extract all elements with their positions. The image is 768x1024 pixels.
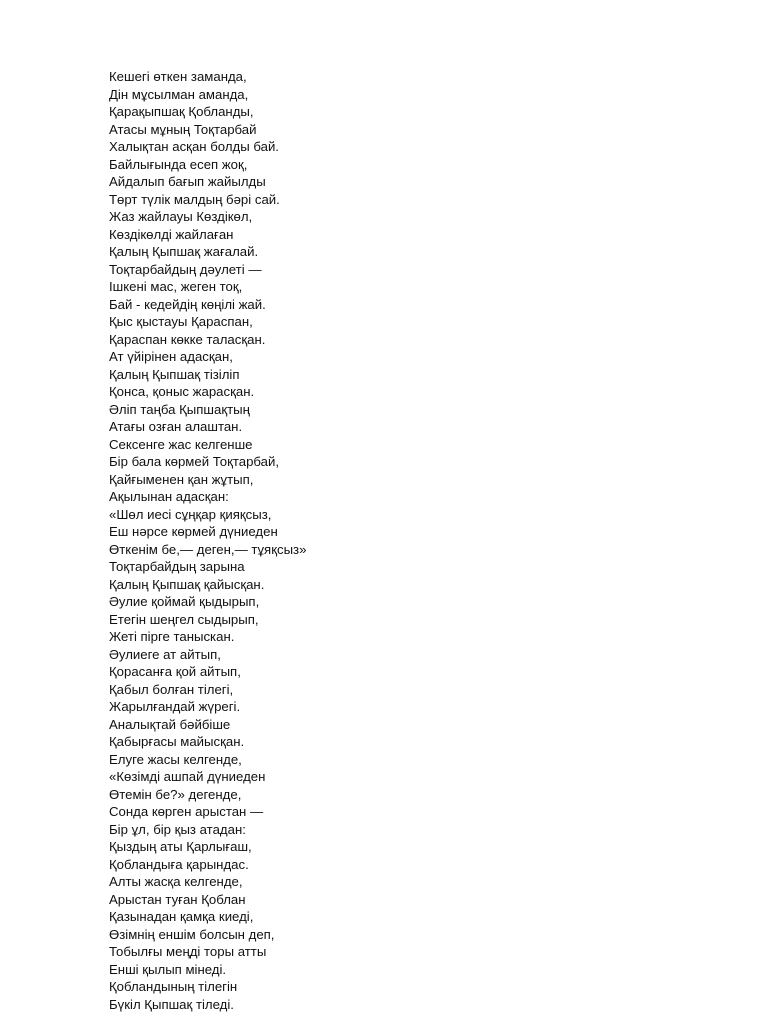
poem-line: Жеті пірге таныскан.: [109, 629, 235, 644]
poem-line: Қарақыпшақ Қобланды,: [109, 104, 254, 119]
poem-line: Ақылынан адасқан:: [109, 489, 229, 504]
poem-line: Аналықтай бәйбіше: [109, 716, 231, 732]
poem-line: Қалың Қыпшақ тізіліп: [109, 366, 240, 382]
poem-line: Қорасанға қой айтып,: [109, 664, 241, 679]
poem-line: Айдалып бағып жайылды: [109, 174, 266, 189]
poem-line: «Шөл иесі сұңқар қияқсыз,: [109, 506, 272, 522]
poem-line: Жарылғандай жүрегі.: [109, 699, 241, 714]
poem-line: Елуге жасы келгенде,: [109, 751, 242, 767]
poem-line: Атасы мұның Тоқтарбай: [109, 121, 257, 137]
poem-line: Әліп таңба Қыпшақтың: [109, 401, 250, 417]
poem-line: Алты жасқа келгенде,: [109, 874, 243, 889]
poem-line: Төрт түлік малдың бәрі сай.: [109, 191, 280, 207]
poem-line: Етегін шеңгел сыдырып,: [109, 611, 259, 627]
poem-line: Қараспан көкке таласқан.: [109, 331, 266, 347]
poem-line: Өткенім бе,— деген,— тұяқсыз»: [109, 541, 307, 557]
poem-line: Қабырғасы майысқан.: [109, 734, 245, 749]
poem-line: Қыс қыстауы Қараспан,: [109, 314, 253, 329]
poem-line: Байлығында есеп жоқ,: [109, 156, 248, 172]
poem-line: Қабыл болған тілегі,: [109, 681, 234, 697]
poem-line: Қалың Қыпшақ қайысқан.: [109, 576, 265, 592]
poem-line: Көздікөлді жайлаған: [109, 226, 234, 242]
poem-line: Арыстан туған Қоблан: [109, 891, 246, 907]
poem-line: Бүкіл Қыпшақ тіледі.: [109, 996, 234, 1012]
poem-line: «Көзімді ашпай дүниеден: [109, 769, 266, 784]
poem-line: Өтемін бе?» дегенде,: [109, 786, 242, 802]
poem-line: Тобылғы меңді торы атты: [109, 944, 267, 959]
poem-line: Бір бала көрмей Тоқтарбай,: [109, 454, 280, 469]
poem-line: Әулиеге ат айтып,: [109, 646, 221, 662]
poem-line: Халықтан асқан болды бай.: [109, 139, 279, 154]
poem-line: Еш нәрсе көрмей дүниеден: [109, 524, 278, 539]
poem-line: Қайғыменен қан жұтып,: [109, 471, 254, 487]
poem-line: Сонда көрген арыстан —: [109, 804, 264, 819]
poem-line: Тоқтарбайдың дәулеті —: [109, 261, 262, 277]
poem-line: Қалың Қыпшақ жағалай.: [109, 244, 259, 259]
poem-line: Әулие қоймай қыдырып,: [109, 594, 260, 609]
poem-line: Қонса, қоныс жарасқан.: [109, 384, 255, 399]
poem-line: Кешегі өткен заманда,: [109, 69, 247, 84]
poem-line: Атағы озған алаштан.: [109, 419, 243, 434]
poem-text: [109, 68, 306, 1013]
poem-line: Қобландының тілегін: [109, 979, 238, 994]
poem-line: Сексенге жас келгенше: [109, 436, 253, 452]
poem-line: Тоқтарбайдың зарына: [109, 559, 245, 574]
poem-line: Енші қылып мінеді.: [109, 961, 227, 977]
poem-line: Дін мұсылман аманда,: [109, 86, 249, 102]
poem-line: Бір ұл, бір қыз атадан:: [109, 821, 246, 837]
poem-line: Қыздың аты Қарлығаш,: [109, 839, 252, 854]
poem-line: Бай - кедейдің көңілі жай.: [109, 296, 266, 312]
poem-line: Ат үйірінен адасқан,: [109, 349, 233, 364]
poem-line: Қазынадан қамқа киеді,: [109, 909, 254, 924]
poem-line: Ішкені мас, жеген тоқ,: [109, 279, 243, 294]
poem-line: Қобландыға қарындас.: [109, 856, 249, 872]
poem-line: Өзімнің еншім болсын деп,: [109, 926, 275, 942]
poem-line: Жаз жайлауы Көздікөл,: [109, 209, 253, 224]
